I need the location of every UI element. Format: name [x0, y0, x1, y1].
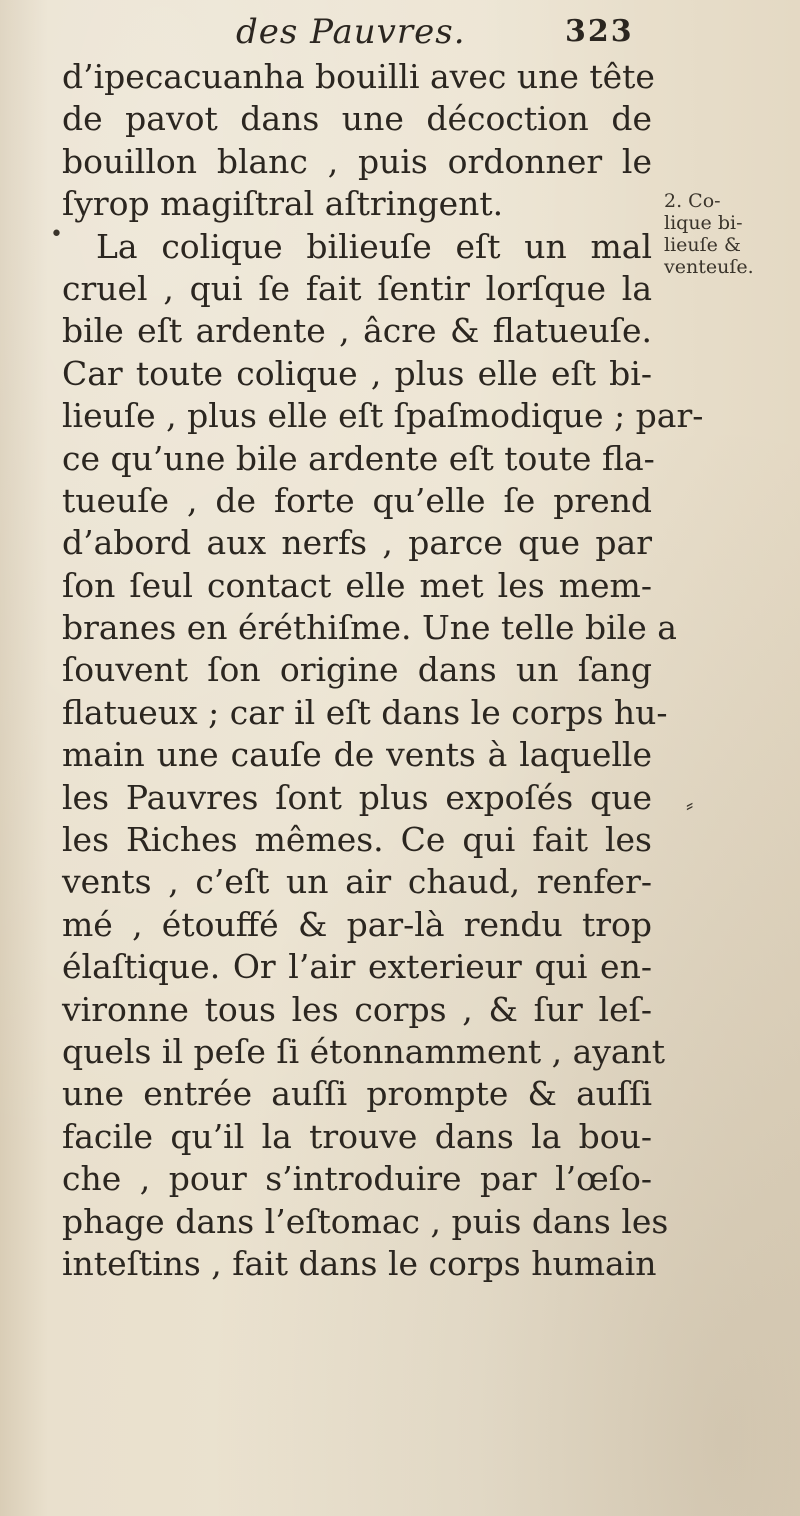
text-line: mé , étouffé & par-là rendu trop	[62, 904, 652, 944]
margin-note-line: venteuſe.	[664, 256, 754, 278]
running-title: des Pauvres.	[236, 12, 466, 52]
margin-note-line: lique bi-	[664, 212, 743, 234]
text-line: main une cauſe de vents à laquelle	[62, 735, 652, 775]
text-line: d’ipecacuanha bouilli avec une tête	[62, 57, 655, 96]
text-line: flatueux ; car il eſt dans le corps hu-	[62, 692, 668, 732]
text-line: Car toute colique , plus elle eſt bi-	[62, 353, 652, 393]
margin-stroke-mark: ⸗	[686, 793, 694, 818]
text-line: élaſtique. Or l’air exterieur qui en-	[62, 947, 652, 987]
text-line: ſyrop magiſtral aſtringent.	[62, 184, 504, 224]
text-line: les Riches mêmes. Ce qui fait les	[62, 820, 652, 860]
text-line: branes en éréthiſme. Une telle bile a	[62, 608, 677, 648]
text-line: vents , c’eſt un air chaud, renfer-	[62, 862, 652, 902]
text-line: ſouvent ſon origine dans un ſang	[62, 650, 652, 690]
text-line: vironne tous les corps , & ſur leſ-	[62, 989, 652, 1029]
text-line: une entrée auſſi prompte & auſſi	[62, 1074, 652, 1114]
page-number: 323	[565, 14, 634, 49]
text-line: ſon ſeul contact elle met les mem-	[62, 565, 652, 605]
text-line: inteſtins , fait dans le corps humain	[62, 1243, 657, 1283]
text-line: bile eſt ardente , âcre & flatueuſe.	[62, 311, 652, 351]
page-header	[0, 12, 800, 56]
text-line: bouillon blanc , puis ordonner le	[62, 141, 652, 181]
text-line: ce qu’une bile ardente eſt toute fla-	[62, 438, 655, 478]
text-line: quels il peſe ſi étonnamment , ayant	[62, 1031, 666, 1071]
text-line: phage dans l’eſtomac , puis dans les	[62, 1201, 669, 1241]
text-line: che , pour s’introduire par l’œſo-	[62, 1159, 652, 1199]
text-line: tueuſe , de forte qu’elle ſe prend	[62, 480, 652, 520]
text-line: cruel , qui ſe fait ſentir lorſque la	[62, 268, 652, 308]
text-line: de pavot dans une décoction de	[62, 99, 652, 139]
text-line: lieuſe , plus elle eſt ſpaſmodique ; par-	[62, 396, 704, 436]
text-line: La colique bilieuſe eſt un mal	[96, 226, 652, 266]
margin-note	[664, 190, 794, 278]
text-line: d’abord aux nerfs , parce que par	[62, 523, 652, 563]
margin-note-line: 2. Co-	[664, 190, 721, 212]
margin-dot-mark: •	[50, 222, 63, 247]
margin-note-line: lieuſe &	[664, 234, 741, 256]
text-line: facile qu’il la trouve dans la bou-	[62, 1116, 652, 1156]
text-line: les Pauvres ſont plus expoſés que	[62, 777, 652, 817]
